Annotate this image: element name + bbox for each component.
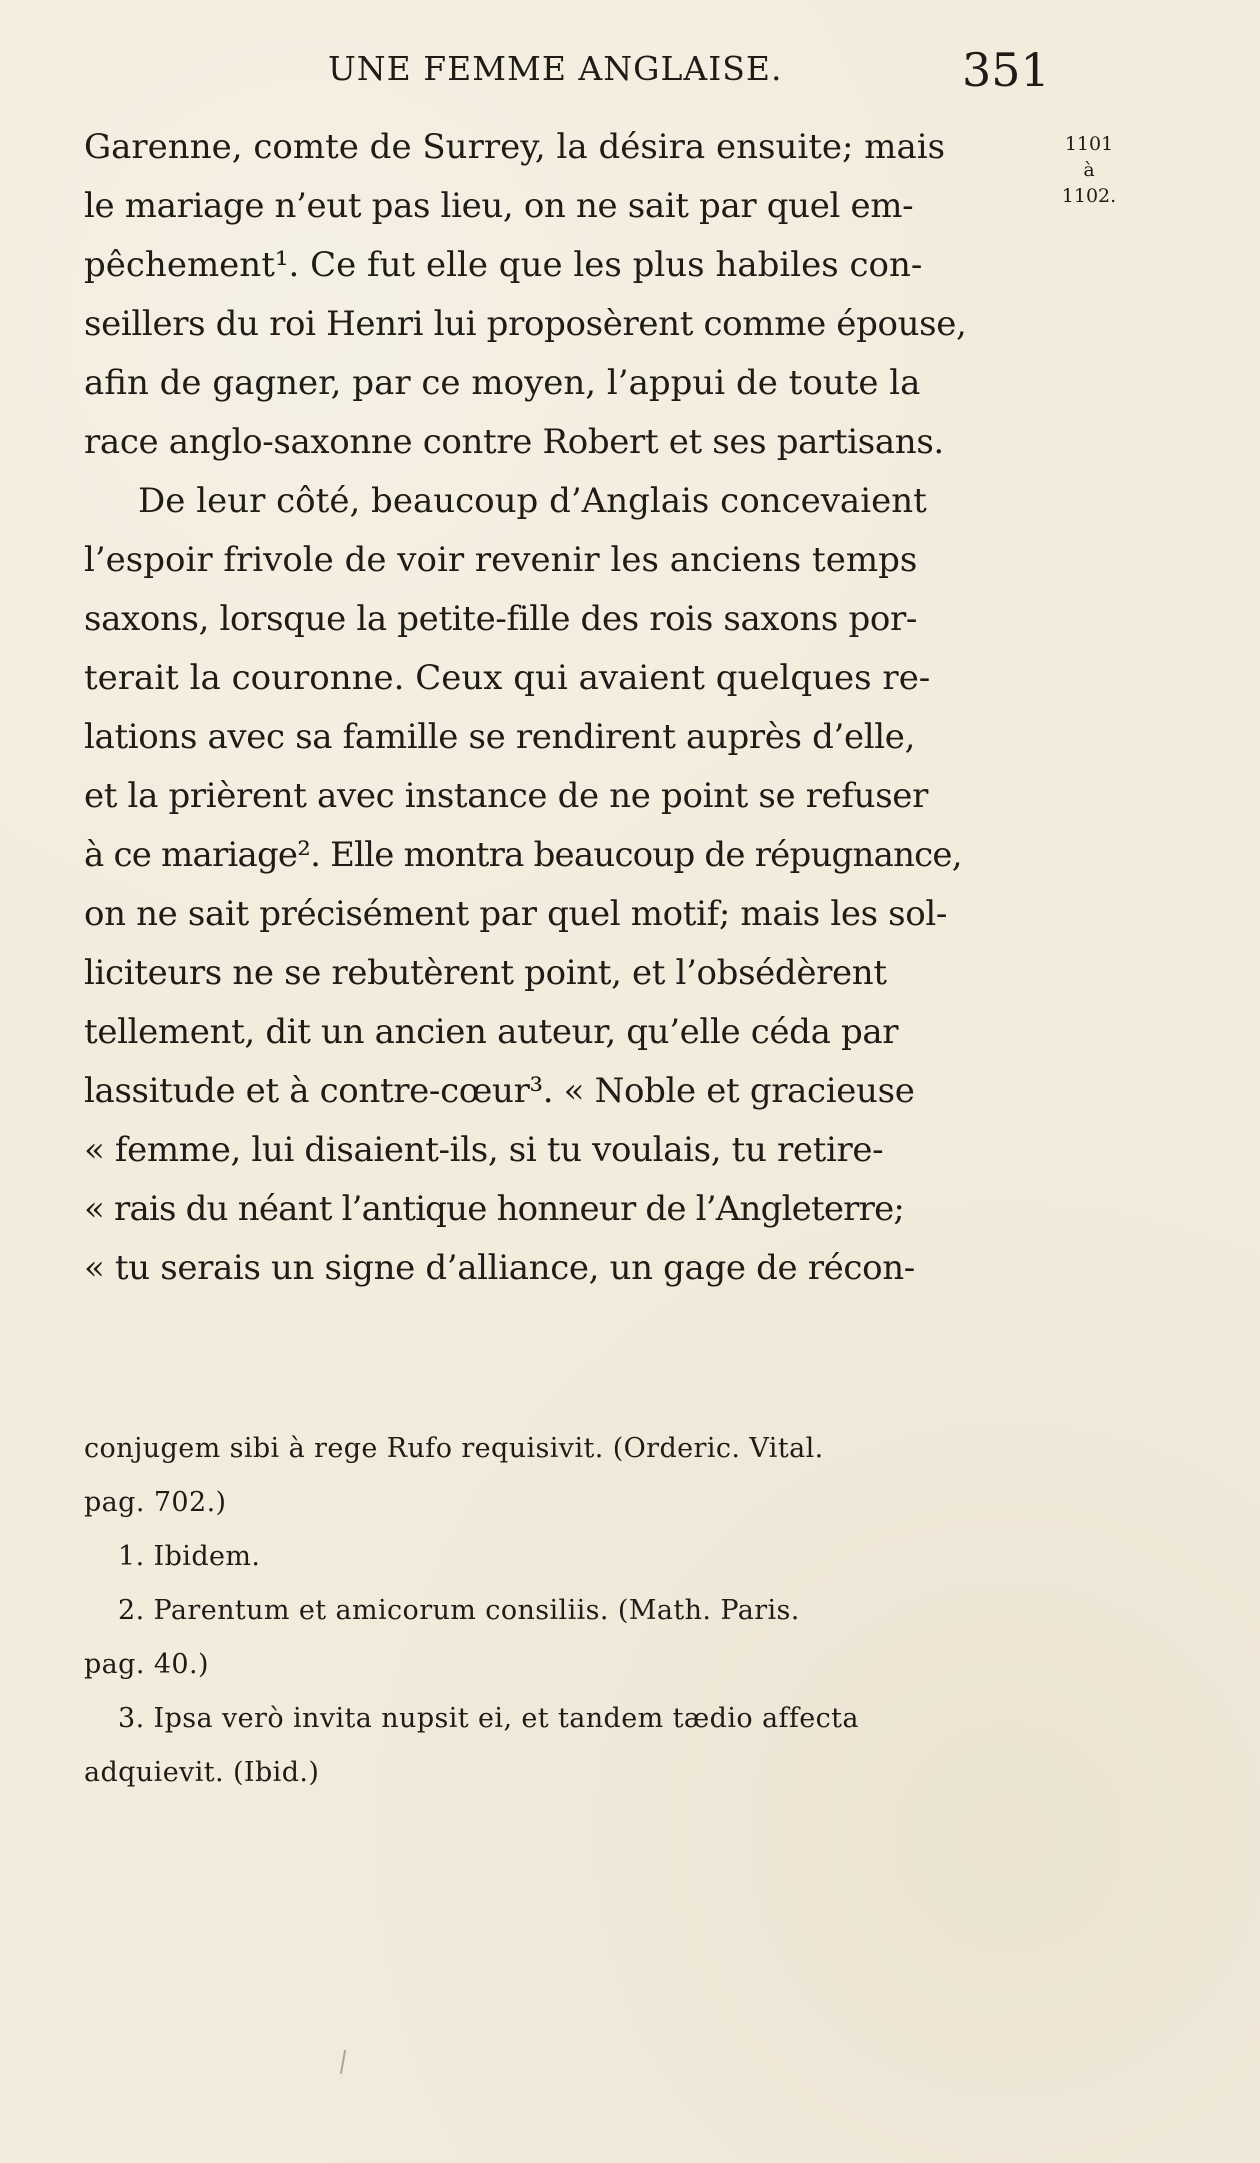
footnote-line: adquievit. (Ibid.)	[84, 1757, 320, 1788]
paper-mark	[340, 2050, 346, 2074]
body-line: l’espoir frivole de voir revenir les anciens temps	[84, 540, 918, 580]
body-line: Garenne, comte de Surrey, la désira ensuite; mais	[84, 127, 946, 167]
footnote-line: 3. Ipsa verò invita nupsit ei, et tandem tædio affecta	[118, 1703, 859, 1734]
footnote-line: 2. Parentum et amicorum consiliis. (Math. Paris.	[118, 1595, 800, 1626]
body-line: De leur côté, beaucoup d’Anglais concevaient	[138, 481, 927, 521]
body-line: pêchement¹. Ce fut elle que les plus habiles con-	[84, 245, 923, 285]
body-line: race anglo-saxonne contre Robert et ses partisans.	[84, 422, 944, 462]
page-number: 351	[962, 43, 1050, 97]
body-line: afin de gagner, par ce moyen, l’appui de toute la	[84, 363, 921, 403]
main-text	[84, 118, 1039, 1298]
footnotes	[84, 1422, 1044, 1800]
body-line: lassitude et à contre-cœur³. « Noble et gracieuse	[84, 1071, 915, 1111]
body-line: à ce mariage². Elle montra beaucoup de répugnance,	[84, 835, 962, 875]
body-line: saxons, lorsque la petite-fille des rois saxons por-	[84, 599, 918, 639]
body-line: le mariage n’eut pas lieu, on ne sait par quel em-	[84, 186, 914, 226]
margin-date-range	[1048, 135, 1130, 213]
margin-date-middle: à	[1083, 159, 1095, 181]
footnote-line: conjugem sibi à rege Rufo requisivit. (Orderic. Vital.	[84, 1433, 824, 1464]
body-line: on ne sait précisément par quel motif; mais les sol-	[84, 894, 948, 934]
page-header	[0, 43, 1260, 102]
body-line: liciteurs ne se rebutèrent point, et l’obsédèrent	[84, 953, 887, 993]
body-line: « tu serais un signe d’alliance, un gage de récon-	[84, 1248, 915, 1288]
body-line: seillers du roi Henri lui proposèrent comme épouse,	[84, 304, 967, 344]
body-line: « femme, lui disaient-ils, si tu voulais, tu retire-	[84, 1130, 884, 1170]
footnote-line: pag. 40.)	[84, 1649, 209, 1680]
footnote-line: 1. Ibidem.	[118, 1541, 261, 1572]
body-line: lations avec sa famille se rendirent auprès d’elle,	[84, 717, 916, 757]
body-line: terait la couronne. Ceux qui avaient quelques re-	[84, 658, 931, 698]
running-title: UNE FEMME ANGLAISE.	[328, 49, 783, 88]
body-line: tellement, dit un ancien auteur, qu’elle céda par	[84, 1012, 899, 1052]
margin-date-end: 1102.	[1061, 185, 1117, 207]
footnote-line: pag. 702.)	[84, 1487, 227, 1518]
margin-date-start: 1101	[1064, 133, 1114, 155]
body-line: « rais du néant l’antique honneur de l’Angleterre;	[84, 1189, 905, 1229]
body-line: et la prièrent avec instance de ne point se refuser	[84, 776, 928, 816]
